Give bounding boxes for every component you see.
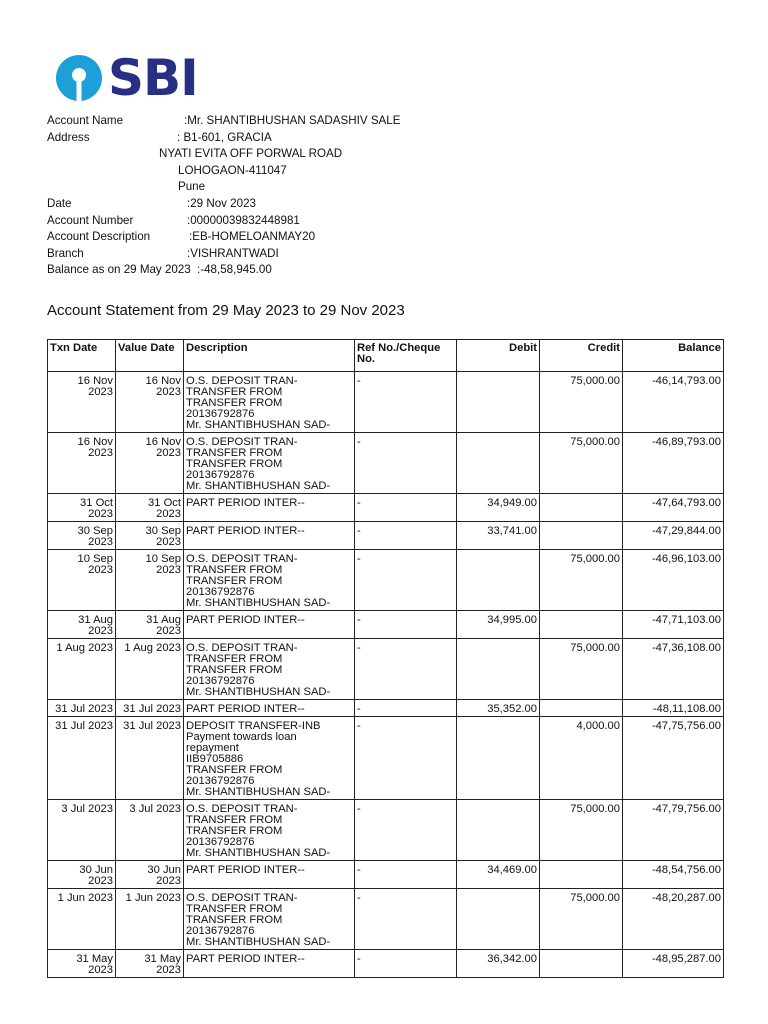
txn-date-cell-line: 1 Jun 2023 (57, 893, 113, 904)
description-cell (184, 522, 355, 550)
description-cell-line: 20136792876 (186, 470, 255, 481)
debit-cell: 36,342.00 (457, 950, 540, 978)
value-date-cell-line: 31 Jul 2023 (123, 721, 181, 732)
description-cell-line: TRANSFER FROM (186, 565, 283, 576)
table-row (48, 800, 724, 861)
account-info-value: LOHOGAON-411047 (178, 163, 287, 177)
txn-date-cell (48, 950, 116, 978)
debit-cell: 34,949.00 (457, 494, 540, 522)
description-cell-line: repayment (186, 743, 239, 754)
description-cell-line: TRANSFER FROM (186, 387, 283, 398)
txn-date-cell-line: 16 Nov (77, 376, 113, 387)
txn-date-cell-line: 16 Nov (77, 437, 113, 448)
value-date-cell (116, 433, 184, 494)
account-info-value: :-48,58,945.00 (197, 263, 272, 277)
sbi-logo (55, 49, 198, 107)
value-date-cell (116, 717, 184, 800)
description-cell (184, 700, 355, 717)
debit-cell: 33,741.00 (457, 522, 540, 550)
description-cell (184, 639, 355, 700)
description-cell-line: TRANSFER FROM (186, 448, 283, 459)
credit-cell: 75,000.00 (540, 639, 623, 700)
value-date-cell (116, 700, 184, 717)
account-info-label: Account Number (47, 213, 134, 227)
ref-cell: - (355, 522, 457, 550)
txn-date-cell-line: 2023 (88, 626, 113, 637)
description-cell (184, 800, 355, 861)
col-header-value-date: Value Date (116, 340, 184, 372)
sbi-emblem-icon (55, 54, 103, 102)
description-cell-line: PART PERIOD INTER-- (186, 526, 305, 537)
credit-cell (540, 611, 623, 639)
description-cell-line: 20136792876 (186, 587, 255, 598)
debit-cell (457, 800, 540, 861)
txn-date-cell (48, 611, 116, 639)
table-row (48, 950, 724, 978)
credit-cell: 75,000.00 (540, 433, 623, 494)
value-date-cell-line: 2023 (156, 509, 181, 520)
balance-cell: -47,75,756.00 (623, 717, 724, 800)
account-info-value: :EB-HOMELOANMAY20 (189, 230, 316, 244)
value-date-cell (116, 861, 184, 889)
description-cell (184, 950, 355, 978)
txn-date-cell-line: 2023 (88, 965, 113, 976)
description-cell (184, 611, 355, 639)
balance-cell: -47,79,756.00 (623, 800, 724, 861)
value-date-cell-line: 1 Jun 2023 (125, 893, 181, 904)
account-info-value: NYATI EVITA OFF PORWAL ROAD (159, 147, 343, 161)
table-header-row (48, 340, 724, 372)
description-cell-line: DEPOSIT TRANSFER-INB (186, 721, 321, 732)
description-cell-line: TRANSFER FROM (186, 765, 283, 776)
account-info-label: Date (47, 196, 72, 210)
account-info-value: :00000039832448981 (187, 213, 300, 227)
credit-cell (540, 522, 623, 550)
account-info-value: : B1-601, GRACIA (177, 130, 272, 144)
balance-cell: -47,29,844.00 (623, 522, 724, 550)
txn-date-cell-line: 2023 (88, 537, 113, 548)
txn-date-cell (48, 550, 116, 611)
value-date-cell-line: 31 Jul 2023 (123, 704, 181, 715)
ref-cell: - (355, 950, 457, 978)
txn-date-cell (48, 800, 116, 861)
transactions-body (48, 372, 724, 978)
description-cell-line: 20136792876 (186, 676, 255, 687)
txn-date-cell (48, 861, 116, 889)
value-date-cell-line: 2023 (156, 537, 181, 548)
statement-title: Account Statement from 29 May 2023 to 29 Nov 2023 (47, 302, 405, 319)
value-date-cell (116, 800, 184, 861)
txn-date-cell-line: 2023 (88, 509, 113, 520)
balance-cell: -47,64,793.00 (623, 494, 724, 522)
description-cell-line: TRANSFER FROM (186, 654, 283, 665)
table-row (48, 522, 724, 550)
ref-cell: - (355, 717, 457, 800)
credit-cell (540, 861, 623, 889)
value-date-cell (116, 494, 184, 522)
description-cell (184, 717, 355, 800)
txn-date-cell (48, 522, 116, 550)
value-date-cell (116, 889, 184, 950)
value-date-cell (116, 522, 184, 550)
description-cell (184, 550, 355, 611)
credit-cell: 4,000.00 (540, 717, 623, 800)
table-row (48, 717, 724, 800)
txn-date-cell (48, 889, 116, 950)
credit-cell: 75,000.00 (540, 372, 623, 433)
debit-cell: 35,352.00 (457, 700, 540, 717)
description-cell-line: Mr. SHANTIBHUSHAN SAD- (186, 420, 331, 431)
description-cell (184, 889, 355, 950)
value-date-cell-line: 30 Jun (147, 865, 181, 876)
description-cell-line: O.S. DEPOSIT TRAN- (186, 893, 298, 904)
account-info-label: Balance as on 29 May 2023 (47, 263, 191, 277)
ref-cell: - (355, 861, 457, 889)
description-cell (184, 861, 355, 889)
txn-date-cell (48, 433, 116, 494)
description-cell-line: O.S. DEPOSIT TRAN- (186, 804, 298, 815)
value-date-cell-line: 2023 (156, 387, 181, 398)
balance-cell: -47,71,103.00 (623, 611, 724, 639)
bank-logo-text: SBI (108, 49, 198, 107)
description-cell-line: TRANSFER FROM (186, 826, 283, 837)
table-row (48, 861, 724, 889)
description-cell-line: 20136792876 (186, 776, 255, 787)
credit-cell (540, 700, 623, 717)
credit-cell: 75,000.00 (540, 800, 623, 861)
value-date-cell-line: 10 Sep (145, 554, 181, 565)
table-row (48, 550, 724, 611)
ref-cell: - (355, 700, 457, 717)
description-cell-line: O.S. DEPOSIT TRAN- (186, 437, 298, 448)
table-row (48, 494, 724, 522)
ref-cell: - (355, 550, 457, 611)
account-info-value: Pune (178, 180, 206, 194)
txn-date-cell (48, 700, 116, 717)
ref-cell: - (355, 494, 457, 522)
table-row (48, 700, 724, 717)
description-cell-line: 20136792876 (186, 409, 255, 420)
credit-cell: 75,000.00 (540, 889, 623, 950)
balance-cell: -48,20,287.00 (623, 889, 724, 950)
txn-date-cell-line: 2023 (88, 876, 113, 887)
description-cell-line: TRANSFER FROM (186, 398, 283, 409)
account-info-value: :VISHRANTWADI (187, 246, 279, 260)
description-cell-line: O.S. DEPOSIT TRAN- (186, 643, 298, 654)
col-header-debit: Debit (457, 340, 540, 372)
description-cell (184, 433, 355, 494)
account-info-label: Account Name (47, 114, 124, 127)
txn-date-cell-line: 1 Aug 2023 (56, 643, 113, 654)
debit-cell (457, 372, 540, 433)
balance-cell: -48,95,287.00 (623, 950, 724, 978)
description-cell-line: Mr. SHANTIBHUSHAN SAD- (186, 687, 331, 698)
description-cell-line: O.S. DEPOSIT TRAN- (186, 376, 298, 387)
description-cell-line: PART PERIOD INTER-- (186, 704, 305, 715)
txn-date-cell (48, 494, 116, 522)
table-row (48, 611, 724, 639)
ref-cell: - (355, 433, 457, 494)
table-row (48, 433, 724, 494)
value-date-cell-line: 3 Jul 2023 (129, 804, 181, 815)
value-date-cell-line: 31 Oct (148, 498, 181, 509)
balance-cell: -46,89,793.00 (623, 433, 724, 494)
account-info-label: Branch (47, 246, 84, 260)
value-date-cell-line: 31 Aug (146, 615, 181, 626)
description-cell-line: TRANSFER FROM (186, 904, 283, 915)
description-cell-line: IIB9705886 (186, 754, 244, 765)
txn-date-cell-line: 31 Jul 2023 (55, 721, 113, 732)
ref-cell: - (355, 611, 457, 639)
value-date-cell-line: 2023 (156, 565, 181, 576)
debit-cell (457, 433, 540, 494)
txn-date-cell-line: 31 Jul 2023 (55, 704, 113, 715)
credit-cell (540, 494, 623, 522)
value-date-cell-line: 30 Sep (145, 526, 181, 537)
col-header-description: Description (184, 340, 355, 372)
col-header-txn-date: Txn Date (48, 340, 116, 372)
debit-cell (457, 717, 540, 800)
txn-date-cell (48, 639, 116, 700)
value-date-cell-line: 2023 (156, 626, 181, 637)
txn-date-cell-line: 30 Sep (77, 526, 113, 537)
description-cell (184, 494, 355, 522)
value-date-cell (116, 611, 184, 639)
ref-cell: - (355, 639, 457, 700)
txn-date-cell-line: 2023 (88, 387, 113, 398)
description-cell-line: Mr. SHANTIBHUSHAN SAD- (186, 481, 331, 492)
balance-cell: -48,54,756.00 (623, 861, 724, 889)
txn-date-cell-line: 10 Sep (77, 554, 113, 565)
description-cell-line: TRANSFER FROM (186, 576, 283, 587)
col-header-ref: Ref No./Cheque No. (355, 340, 457, 372)
description-cell-line: 20136792876 (186, 926, 255, 937)
balance-cell: -46,96,103.00 (623, 550, 724, 611)
account-info-label: Address (47, 130, 90, 144)
description-cell-line: Mr. SHANTIBHUSHAN SAD- (186, 598, 331, 609)
debit-cell (457, 889, 540, 950)
value-date-cell (116, 639, 184, 700)
txn-date-cell-line: 31 Aug (78, 615, 113, 626)
account-info-label: Account Description (47, 230, 151, 244)
balance-cell: -47,36,108.00 (623, 639, 724, 700)
description-cell-line: Mr. SHANTIBHUSHAN SAD- (186, 787, 331, 798)
ref-cell: - (355, 800, 457, 861)
description-cell-line: TRANSFER FROM (186, 665, 283, 676)
value-date-cell-line: 1 Aug 2023 (124, 643, 181, 654)
txn-date-cell-line: 2023 (88, 448, 113, 459)
debit-cell: 34,469.00 (457, 861, 540, 889)
col-header-credit: Credit (540, 340, 623, 372)
table-row (48, 372, 724, 433)
balance-cell: -46,14,793.00 (623, 372, 724, 433)
transactions-table (47, 339, 724, 978)
credit-cell (540, 950, 623, 978)
txn-date-cell (48, 717, 116, 800)
description-cell-line: PART PERIOD INTER-- (186, 865, 305, 876)
ref-cell: - (355, 372, 457, 433)
value-date-cell-line: 2023 (156, 448, 181, 459)
value-date-cell-line: 16 Nov (145, 376, 181, 387)
description-cell-line: TRANSFER FROM (186, 815, 283, 826)
balance-cell: -48,11,108.00 (623, 700, 724, 717)
account-info-value: :Mr. SHANTIBHUSHAN SADASHIV SALE (184, 114, 401, 127)
value-date-cell (116, 550, 184, 611)
table-row (48, 889, 724, 950)
txn-date-cell-line: 3 Jul 2023 (61, 804, 113, 815)
debit-cell (457, 639, 540, 700)
debit-cell: 34,995.00 (457, 611, 540, 639)
description-cell-line: PART PERIOD INTER-- (186, 615, 305, 626)
txn-date-cell (48, 372, 116, 433)
txn-date-cell-line: 31 May (76, 954, 113, 965)
txn-date-cell-line: 30 Jun (79, 865, 113, 876)
txn-date-cell-line: 31 Oct (80, 498, 113, 509)
description-cell-line: PART PERIOD INTER-- (186, 954, 305, 965)
description-cell-line: Mr. SHANTIBHUSHAN SAD- (186, 848, 331, 859)
account-info-value: :29 Nov 2023 (187, 196, 256, 210)
description-cell-line: Mr. SHANTIBHUSHAN SAD- (186, 937, 331, 948)
description-cell-line: TRANSFER FROM (186, 915, 283, 926)
value-date-cell-line: 2023 (156, 876, 181, 887)
value-date-cell-line: 31 May (144, 954, 181, 965)
col-header-balance: Balance (623, 340, 724, 372)
description-cell-line: 20136792876 (186, 837, 255, 848)
description-cell-line: TRANSFER FROM (186, 459, 283, 470)
description-cell-line: Payment towards loan (186, 732, 297, 743)
description-cell-line: PART PERIOD INTER-- (186, 498, 305, 509)
value-date-cell-line: 2023 (156, 965, 181, 976)
table-row (48, 639, 724, 700)
value-date-cell-line: 16 Nov (145, 437, 181, 448)
txn-date-cell-line: 2023 (88, 565, 113, 576)
credit-cell: 75,000.00 (540, 550, 623, 611)
ref-cell: - (355, 889, 457, 950)
value-date-cell (116, 950, 184, 978)
debit-cell (457, 550, 540, 611)
value-date-cell (116, 372, 184, 433)
description-cell-line: O.S. DEPOSIT TRAN- (186, 554, 298, 565)
description-cell (184, 372, 355, 433)
